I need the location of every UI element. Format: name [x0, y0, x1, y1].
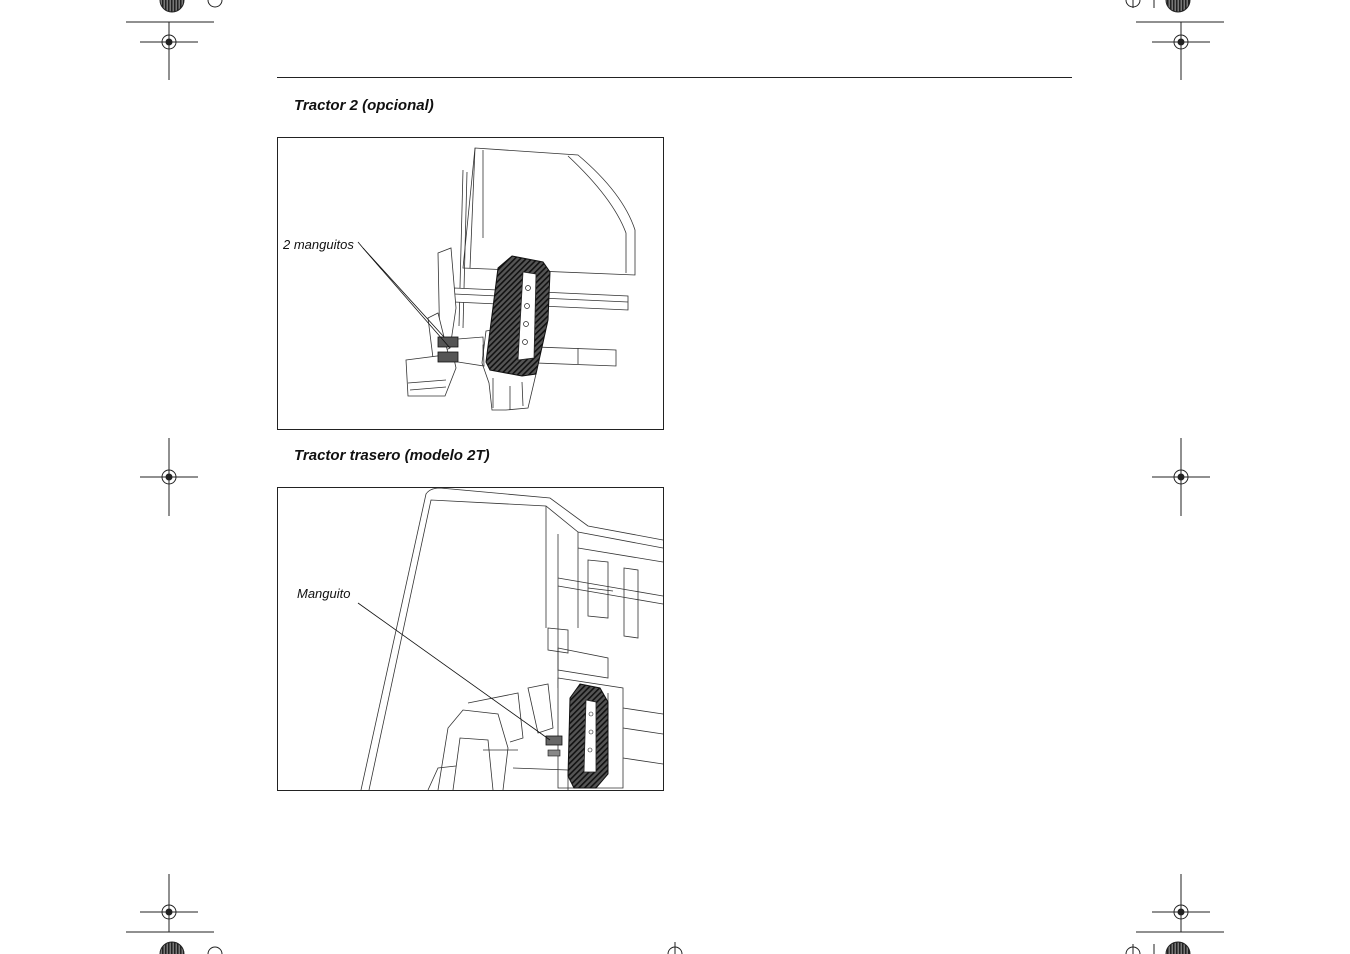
- starburst-top-right: [1166, 0, 1190, 12]
- section-heading-tractor-2: Tractor 2 (opcional): [294, 97, 434, 114]
- illustration-tractor-2: [278, 138, 663, 429]
- callout-manguito: Manguito: [297, 586, 351, 601]
- callout-2-manguitos: 2 manguitos: [283, 237, 354, 252]
- figure-tractor-trasero: [277, 487, 664, 791]
- starburst-bottom-right: [1166, 942, 1190, 954]
- target-small-top-left: [208, 0, 222, 7]
- starburst-top-left: [160, 0, 184, 12]
- figure-tractor-2: [277, 137, 664, 430]
- illustration-tractor-trasero: [278, 488, 663, 790]
- starburst-bottom-left: [160, 942, 184, 954]
- section-heading-tractor-trasero: Tractor trasero (modelo 2T): [294, 447, 490, 464]
- header-rule: [277, 77, 1072, 78]
- target-small-bottom-left: [208, 947, 222, 954]
